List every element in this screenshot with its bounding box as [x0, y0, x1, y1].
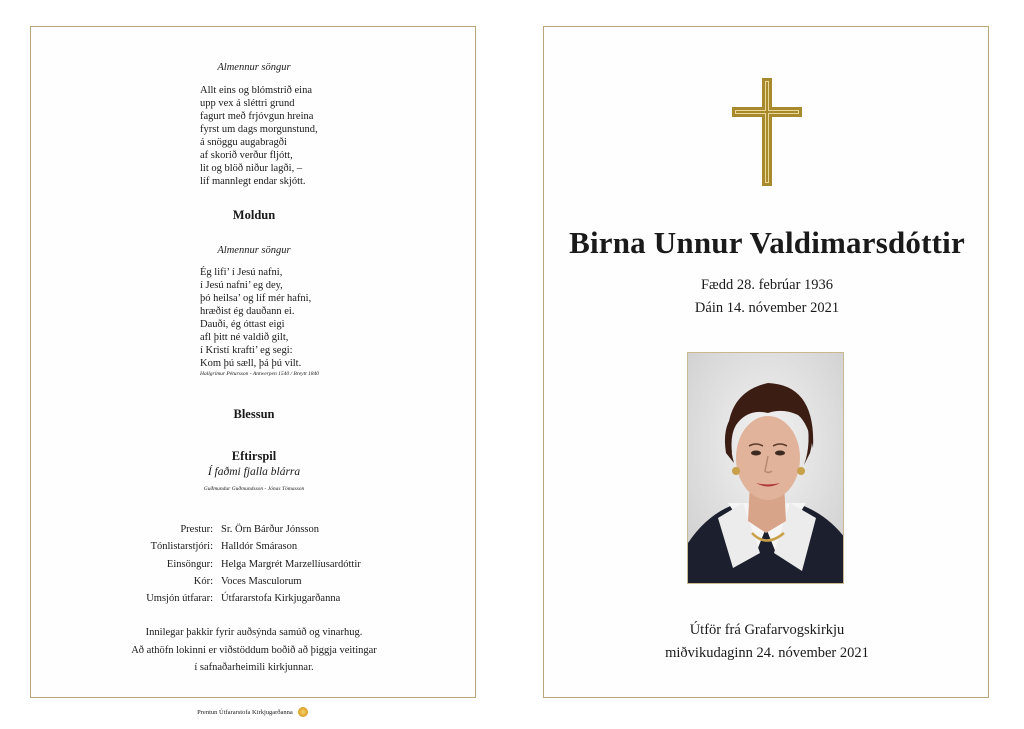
verse-line: Kom þú sæll, þá þú vilt. [200, 358, 302, 369]
credit-row [31, 556, 477, 573]
credit-name: Útfararstofa Kirkjugarðanna [221, 593, 341, 605]
birth-date: Fædd 28. febrúar 1936 [700, 277, 834, 293]
verse-line: í Jesú nafni’ eg dey, [200, 280, 283, 291]
thanks-line: Innilegar þakkir fyrir auðsýnda samúð og vinarhug. [145, 627, 363, 638]
eftirspil-subtitle: Í faðmi fjalla blárra [207, 466, 301, 478]
thanks-line: Að athöfn lokinni er viðstöddum boðið að þiggja veitingar [131, 644, 377, 656]
credit-row [31, 521, 477, 538]
credit-name: Voces Masculorum [221, 575, 302, 587]
thanks-message [31, 624, 477, 677]
program-cover-page [543, 26, 989, 698]
verse-line: þó heilsa’ og líf mér hafni, [200, 293, 312, 304]
participants-list [31, 521, 477, 607]
credit-role: Tónlistarstjóri: [150, 541, 213, 553]
credit-row [31, 573, 477, 590]
verse-line: Allt eins og blómstrið eina [200, 85, 312, 96]
verse-line: afl þitt né valdið gilt, [200, 332, 289, 343]
printer-credit: Prentun Útfararstofa Kirkjugarðanna [197, 708, 293, 716]
eftirspil-credit: Guðmundur Guðmundsson - Jónas Tómasson [203, 486, 305, 492]
song1-label: Almennur söngur [217, 62, 291, 73]
deceased-name: Birna Unnur Valdimarsdóttir [569, 225, 965, 260]
verse-line: fagurt með frjóvgun hreina [200, 111, 314, 122]
credit-name: Sr. Örn Bárður Jónsson [221, 524, 320, 535]
verse-line: lit og blöð niður lagði, – [200, 163, 303, 174]
credit-role: Einsöngur: [166, 558, 213, 570]
verse-line: á snöggu augabragði [200, 137, 287, 148]
printer-logo-icon [298, 707, 308, 717]
printer-footer [0, 707, 505, 717]
eftirspil-title: Eftirspil [231, 449, 277, 463]
song1-verse [200, 84, 318, 188]
verse-line: af skorið verður fljótt, [200, 150, 293, 161]
credit-row [31, 538, 477, 555]
death-date: Dáin 14. nóvember 2021 [694, 300, 840, 316]
moldun-title: Moldun [232, 208, 276, 222]
credit-row [31, 590, 477, 607]
song2-verse [200, 266, 311, 370]
verse-line: upp vex á sléttri grund [200, 98, 295, 109]
credit-role: Kór: [193, 575, 213, 587]
song2-label: Almennur söngur [217, 245, 291, 256]
credit-role: Umsjón útfarar: [146, 593, 213, 605]
verse-line: í Kristí krafti’ eg segi: [200, 345, 293, 356]
thanks-line: í safnaðarheimili kirkjunnar. [194, 662, 314, 673]
funeral-date: miðvikudaginn 24. nóvember 2021 [665, 645, 869, 661]
verse-line: Ég lifi’ í Jesú nafni, [200, 267, 283, 278]
verse-line: fyrst um dags morgunstund, [200, 124, 318, 135]
credit-role: Prestur: [180, 524, 213, 535]
song2-credit: Hallgrímur Pétursson - Antwerpen 1540 / Breytt 1840 [200, 371, 320, 377]
blessun-title: Blessun [233, 407, 275, 421]
portrait-photo [687, 352, 844, 584]
verse-line: hræðist ég dauðann ei. [200, 306, 295, 317]
credit-name: Halldór Smárason [221, 541, 298, 553]
funeral-location: Útför frá Grafarvogskirkju [689, 622, 845, 638]
cross-icon [732, 78, 802, 186]
program-left-page [30, 26, 476, 698]
verse-line: líf mannlegt endar skjótt. [200, 176, 306, 187]
verse-line: Dauði, ég óttast eigi [200, 319, 285, 330]
portrait-illustration [688, 353, 844, 584]
credit-name: Helga Margrét Marzellíusardóttir [221, 558, 361, 570]
